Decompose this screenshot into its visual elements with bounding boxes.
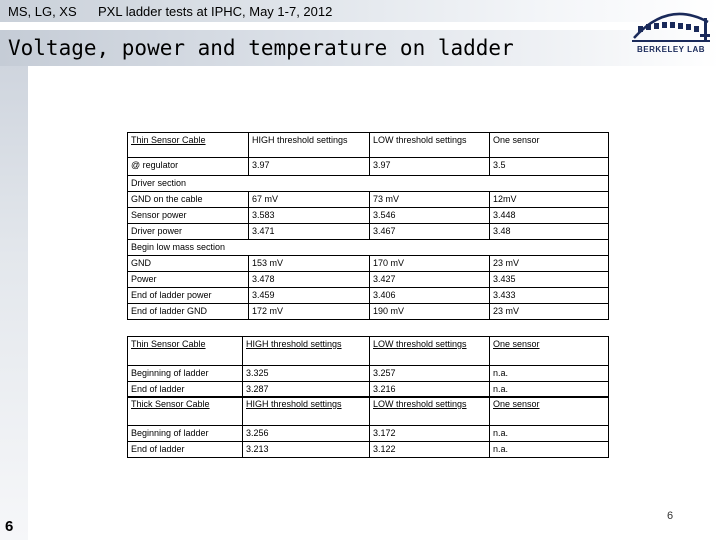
table-row — [128, 158, 609, 176]
cell-high: 3.325 — [243, 366, 370, 382]
top-banner — [0, 0, 720, 22]
table-header-row — [128, 397, 609, 426]
row-label: @ regulator — [128, 158, 249, 176]
cell-one: 3.448 — [490, 208, 609, 224]
table-header-row — [128, 337, 609, 366]
table-row — [128, 256, 609, 272]
header-high: HIGH threshold settings — [243, 337, 370, 366]
row-label: Beginning of ladder — [128, 426, 243, 442]
header-high: HIGH threshold settings — [249, 133, 370, 158]
cell-one: n.a. — [490, 426, 609, 442]
cell-low: 3.406 — [370, 288, 490, 304]
cell-one: 12mV — [490, 192, 609, 208]
cell-one: n.a. — [490, 382, 609, 398]
row-label: GND on the cable — [128, 192, 249, 208]
cell-one: 3.433 — [490, 288, 609, 304]
header-one-sensor: One sensor — [490, 397, 609, 426]
cell-low: 3.546 — [370, 208, 490, 224]
header-low: LOW threshold settings — [370, 133, 490, 158]
header-cable: Thin Sensor Cable — [128, 337, 243, 366]
cell-high: 3.478 — [249, 272, 370, 288]
header-one-sensor: One sensor — [490, 133, 609, 158]
row-label: Driver power — [128, 224, 249, 240]
cell-high: 3.256 — [243, 426, 370, 442]
row-label: Beginning of ladder — [128, 366, 243, 382]
cell-low: 190 mV — [370, 304, 490, 320]
berkeley-lab-logo — [628, 4, 714, 60]
table-row — [128, 192, 609, 208]
slide-number: 6 — [5, 518, 14, 535]
header-cable: Thick Sensor Cable — [128, 397, 243, 426]
cell-low: 3.122 — [370, 442, 490, 458]
table-row — [128, 366, 609, 382]
cell-low: 3.97 — [370, 158, 490, 176]
end-of-ladder-table-thin — [127, 336, 609, 398]
cell-one: 3.48 — [490, 224, 609, 240]
logo-building-icon — [628, 4, 714, 44]
row-label: End of ladder power — [128, 288, 249, 304]
cell-high: 3.97 — [249, 158, 370, 176]
table-row — [128, 426, 609, 442]
voltage-table-thin — [127, 132, 609, 320]
row-label: End of ladder — [128, 382, 243, 398]
header-low: LOW threshold settings — [370, 337, 490, 366]
section-row — [128, 240, 609, 256]
section-row — [128, 176, 609, 192]
row-label: Power — [128, 272, 249, 288]
slide-title: Voltage, power and temperature on ladder — [8, 36, 514, 60]
table-row — [128, 208, 609, 224]
table-row — [128, 272, 609, 288]
row-label: End of ladder — [128, 442, 243, 458]
cell-high: 3.287 — [243, 382, 370, 398]
header-one-sensor: One sensor — [490, 337, 609, 366]
header-high: HIGH threshold settings — [243, 397, 370, 426]
cell-one: n.a. — [490, 366, 609, 382]
cell-high: 3.583 — [249, 208, 370, 224]
table-row — [128, 224, 609, 240]
cell-high: 3.213 — [243, 442, 370, 458]
cell-high: 172 mV — [249, 304, 370, 320]
cell-one: n.a. — [490, 442, 609, 458]
cell-low: 3.216 — [370, 382, 490, 398]
end-of-ladder-table-thick — [127, 396, 609, 458]
cell-one: 3.435 — [490, 272, 609, 288]
row-label: Sensor power — [128, 208, 249, 224]
cell-high: 153 mV — [249, 256, 370, 272]
cell-low: 3.427 — [370, 272, 490, 288]
cell-low: 73 mV — [370, 192, 490, 208]
cell-low: 3.257 — [370, 366, 490, 382]
cell-high: 67 mV — [249, 192, 370, 208]
table-header-row — [128, 133, 609, 158]
cell-low: 3.467 — [370, 224, 490, 240]
cell-low: 3.172 — [370, 426, 490, 442]
authors-text: MS, LG, XS — [8, 4, 77, 19]
header-cable: Thin Sensor Cable — [128, 133, 249, 158]
table-row — [128, 288, 609, 304]
event-text: PXL ladder tests at IPHC, May 1-7, 2012 — [98, 4, 333, 19]
cell-one: 23 mV — [490, 256, 609, 272]
logo-text: BERKELEY LAB — [636, 45, 706, 54]
table-row — [128, 442, 609, 458]
slide-number-corner: 6 — [667, 510, 674, 522]
header-low: LOW threshold settings — [370, 397, 490, 426]
section-driver-label: Driver section — [128, 176, 609, 192]
cell-low: 170 mV — [370, 256, 490, 272]
table-row — [128, 304, 609, 320]
section-low-mass-label: Begin low mass section — [128, 240, 609, 256]
cell-one: 23 mV — [490, 304, 609, 320]
row-label: End of ladder GND — [128, 304, 249, 320]
row-label: GND — [128, 256, 249, 272]
cell-high: 3.459 — [249, 288, 370, 304]
cell-high: 3.471 — [249, 224, 370, 240]
cell-one: 3.5 — [490, 158, 609, 176]
left-decoration-bar — [0, 66, 28, 540]
